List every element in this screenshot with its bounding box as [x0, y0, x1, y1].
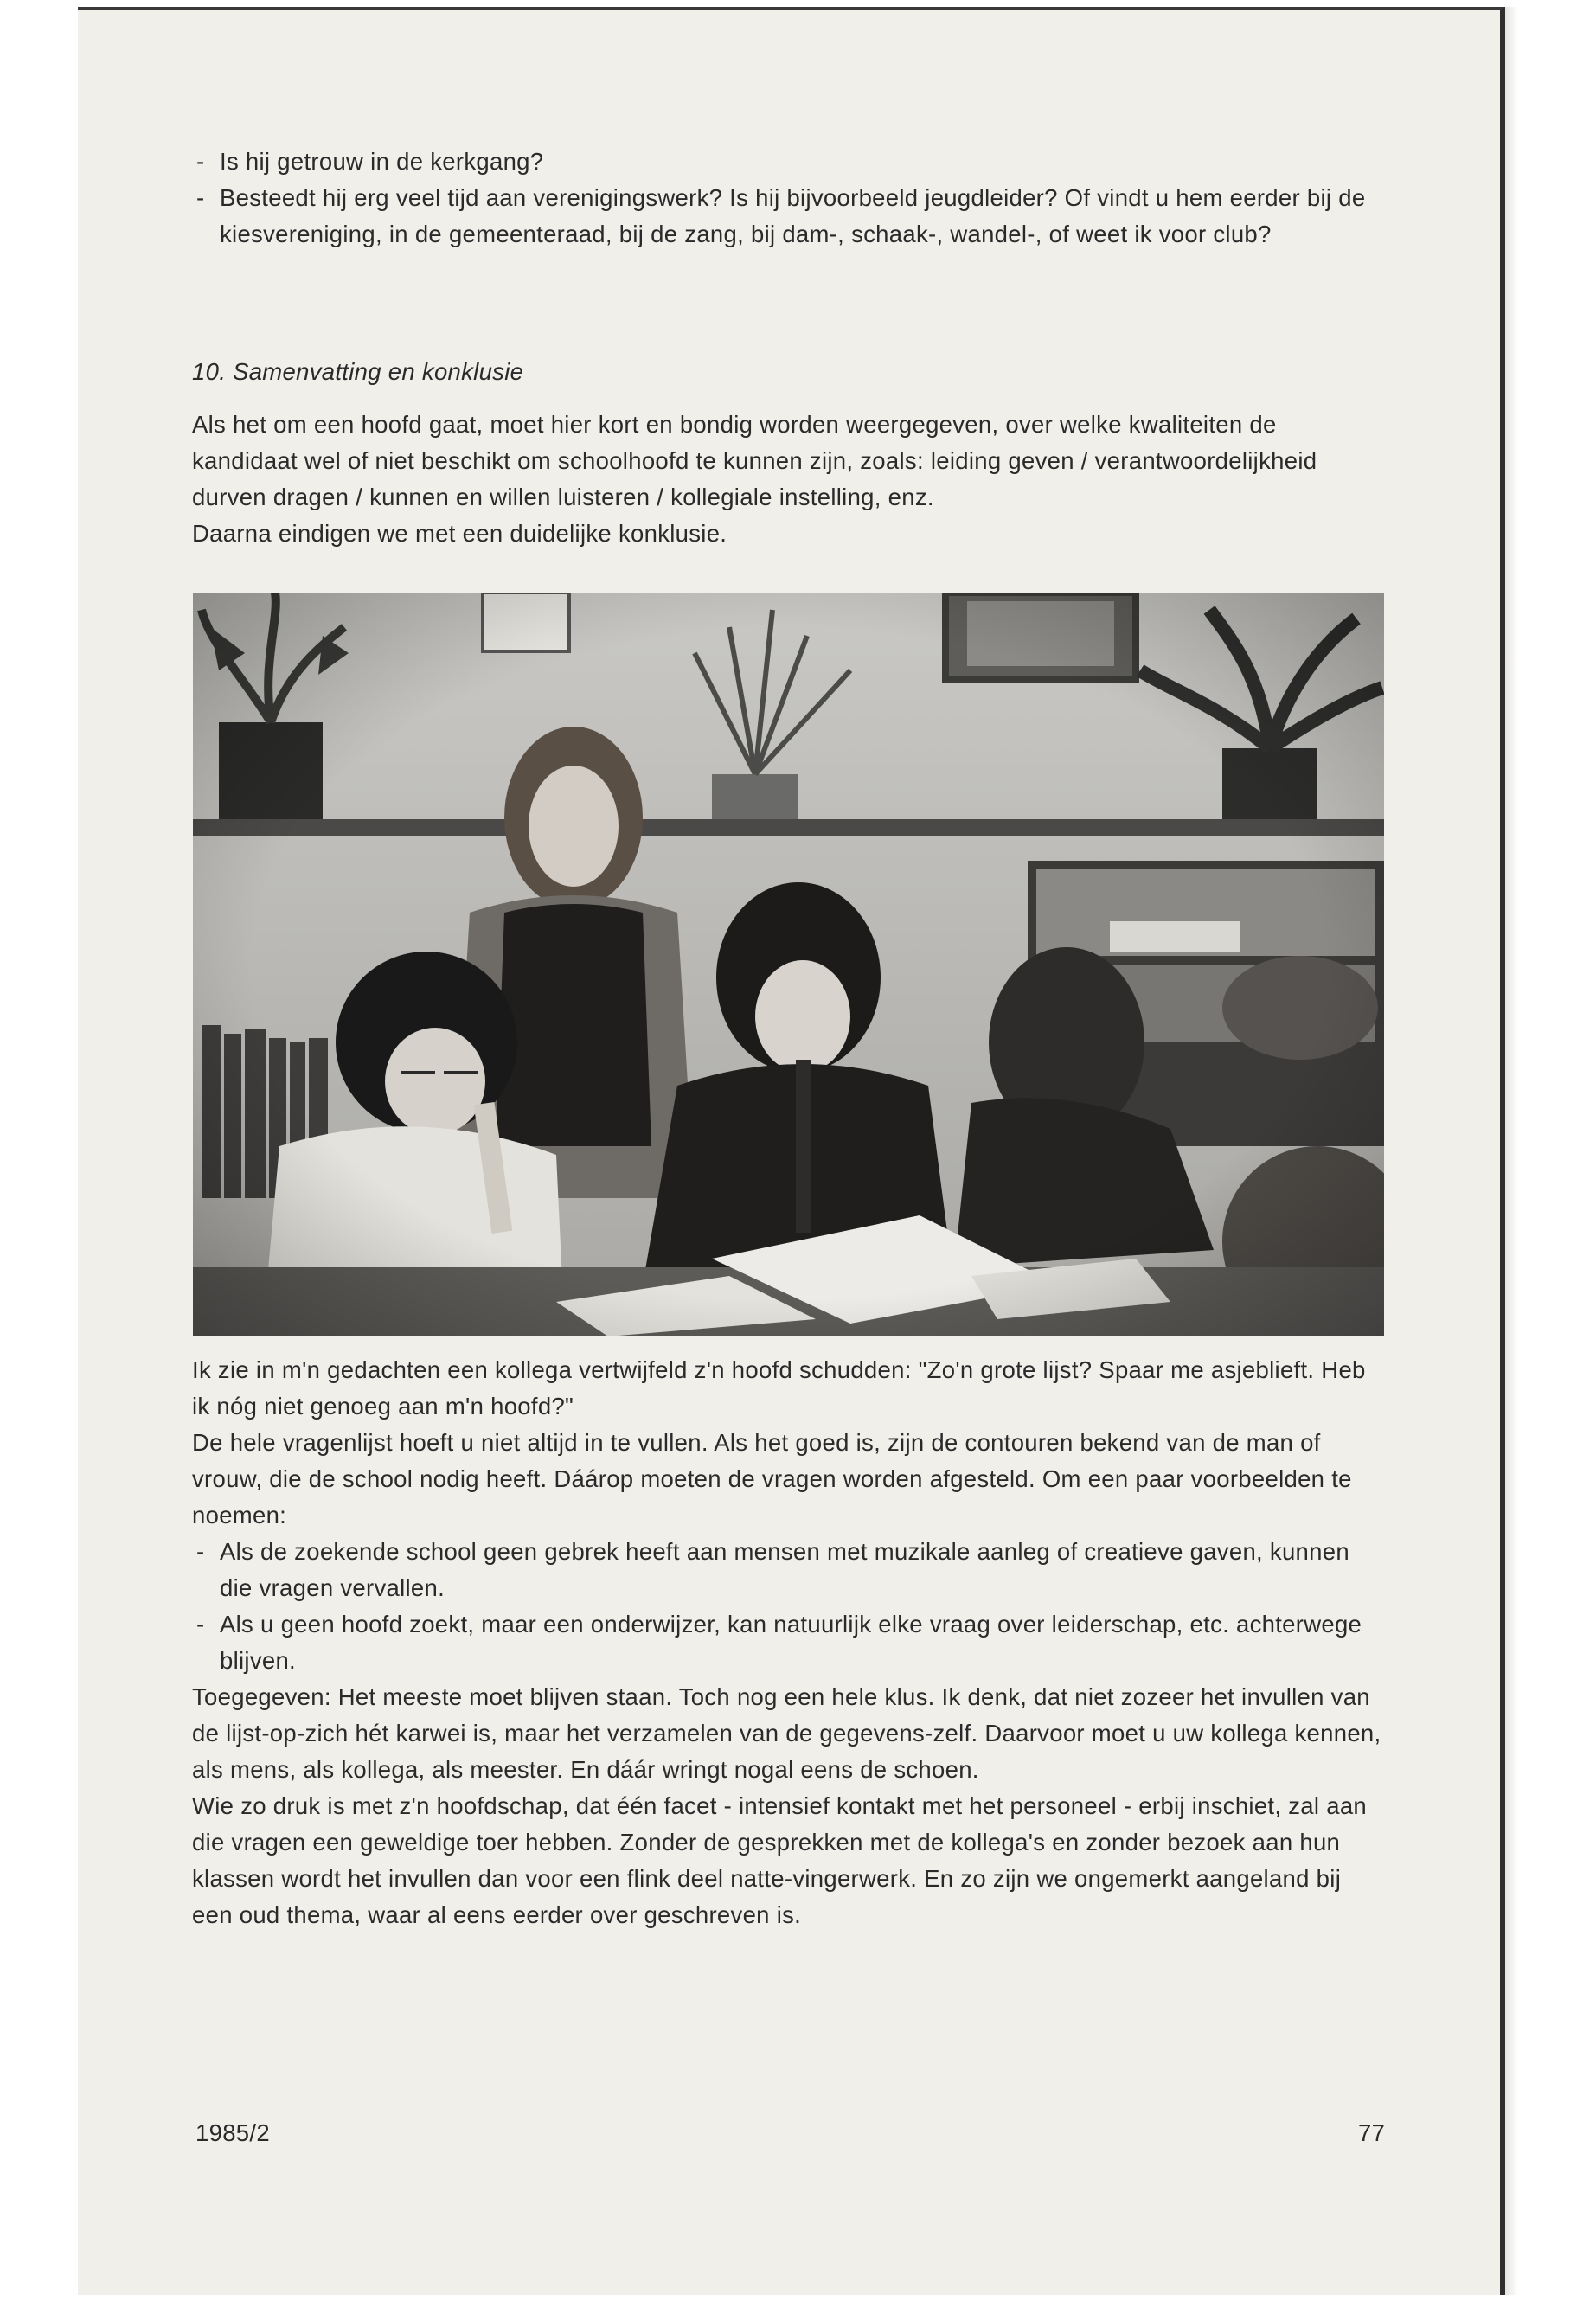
section-heading: 10. Samenvatting en konklusie	[192, 358, 524, 385]
paragraph: Wie zo druk is met z'n hoofdschap, dat één facet - intensief kontakt met het personeel - erbij inschiet, zal aan die vragen een geweldige toer hebben. Zonder de gesprekken met de kollega's en zonder bezoek aan hun klassen wordt het invullen dan voor een flink deel natte-vingerwerk. En zo zijn we ongemerkt aangeland bij een oud thema, waar al eens eerder over geschreven is.	[192, 1792, 1368, 1928]
list-item: - Besteedt hij erg veel tijd aan verenigingswerk? Is hij bijvoorbeeld jeugdleider? Of vindt u hem eerder bij de kiesvereniging, in de gemeenteraad, bij de zang, bij dam-, schaak-, wandel-, of weet ik voor club?	[192, 180, 1386, 253]
body-after-photo	[192, 1352, 1386, 1933]
paragraph: Ik zie in m'n gedachten een kollega vertwijfeld z'n hoofd schudden: "Zo'n grote lijst? Spaar me asjeblieft. Heb ik nóg niet genoeg aan m'n hoofd?"	[192, 1356, 1366, 1420]
paragraph: Als het om een hoofd gaat, moet hier kort en bondig worden weergegeven, over welke kwaliteiten de kandidaat wel of niet beschikt om schoolhoofd te kunnen zijn, zoals: leiding geven / verantwoordelijkheid durven dragen / kunnen en willen luisteren / kollegiale instelling, enz.	[192, 411, 1317, 510]
classroom-photo	[193, 593, 1384, 1336]
issue-label: 1985/2	[195, 2119, 270, 2146]
list-item: - Als u geen hoofd zoekt, maar een onderwijzer, kan natuurlijk elke vraag over leiderschap, etc. achterwege blijven.	[192, 1606, 1386, 1679]
classroom-photo-illustration	[193, 593, 1384, 1336]
paragraph: Toegegeven: Het meeste moet blijven staan. Toch nog een hele klus. Ik denk, dat niet zozeer het invullen van de lijst-op-zich hét karwei is, maar het verzamelen van de gegevens-zelf. Daarvoor moet u uw kollega kennen, als mens, als kollega, als meester. En dáár wringt nogal eens de schoen.	[192, 1683, 1381, 1783]
page-number: 77	[1358, 2119, 1386, 2146]
paragraph: Daarna eindigen we met een duidelijke konklusie.	[192, 520, 727, 547]
paragraph: De hele vragenlijst hoeft u niet altijd in te vullen. Als het goed is, zijn de contouren bekend van de man of vrouw, die de school nodig heeft. Dáárop moeten de vragen worden afgesteld. Om een paar voorbeelden te noemen:	[192, 1429, 1352, 1529]
top-question-list	[192, 144, 1386, 253]
list-item: - Is hij getrouw in de kerkgang?	[192, 144, 1386, 180]
list-item: - Als de zoekende school geen gebrek heeft aan mensen met muzikale aanleg of creatieve gaven, kunnen die vragen vervallen.	[192, 1534, 1386, 1606]
section-body	[192, 407, 1386, 552]
